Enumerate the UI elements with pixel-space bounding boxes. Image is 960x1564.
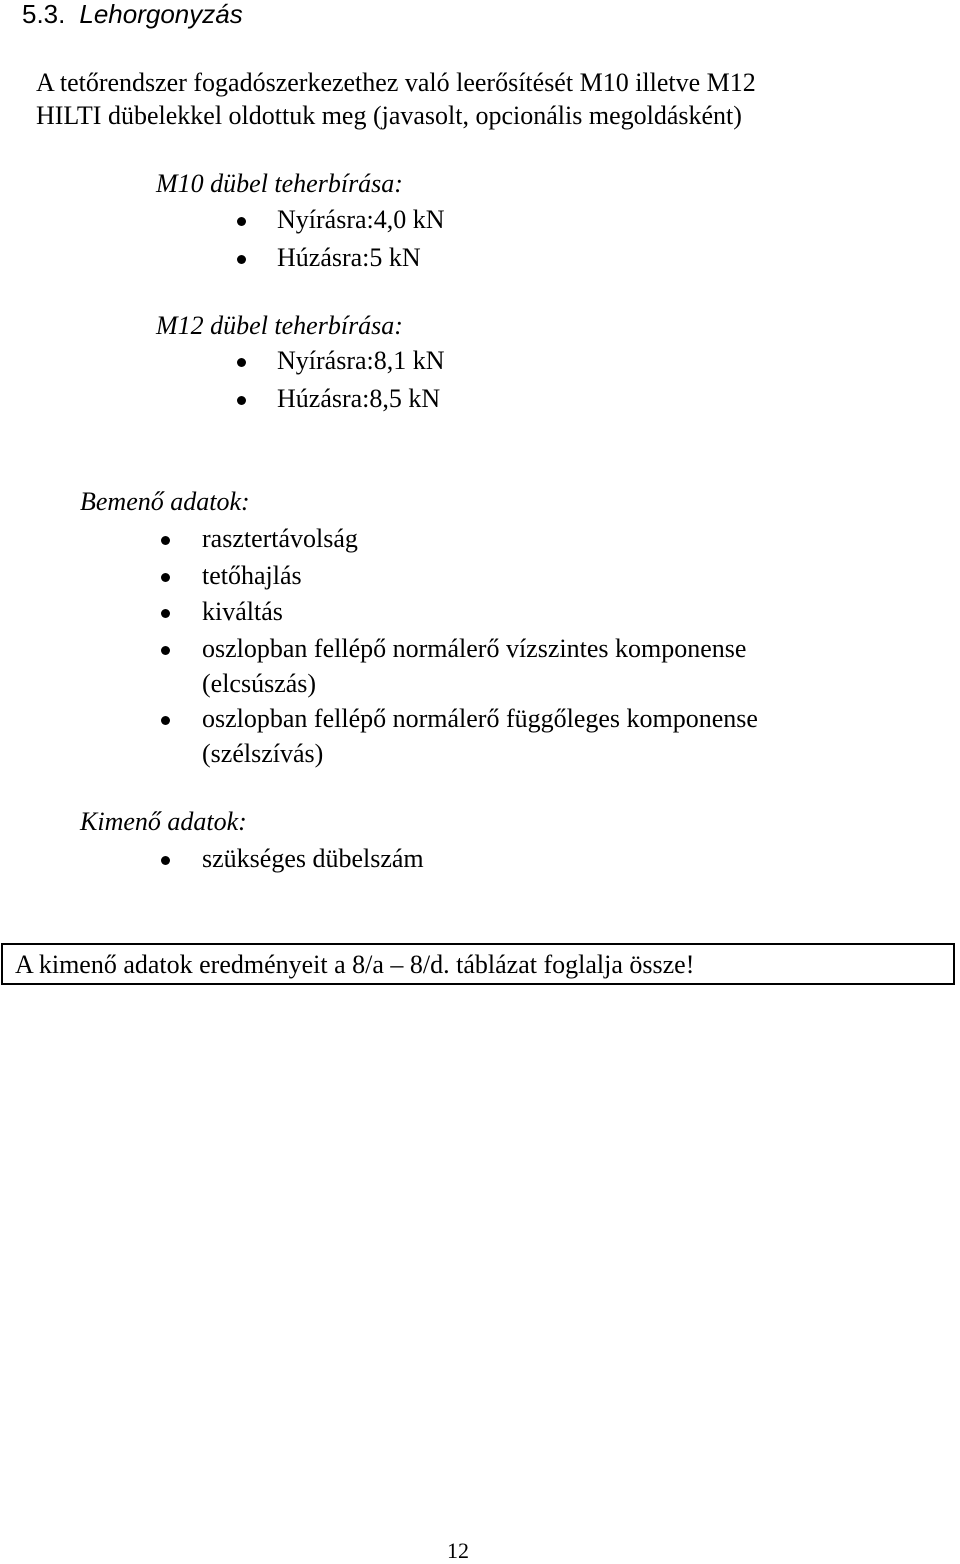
input-item-horizontal-component-note: (elcsúszás) bbox=[202, 669, 317, 698]
section-title: Lehorgonyzás bbox=[79, 0, 243, 29]
bullet-icon bbox=[237, 255, 246, 264]
m10-heading: M10 dübel teherbírása: bbox=[156, 169, 403, 198]
intro-paragraph bbox=[36, 66, 756, 132]
summary-note: A kimenő adatok eredményeit a 8/a – 8/d. táblázat foglalja össze! bbox=[15, 950, 695, 979]
m12-heading: M12 dübel teherbírása: bbox=[156, 311, 403, 340]
input-item-vertical-component-note: (szélszívás) bbox=[202, 739, 324, 768]
summary-note-box bbox=[1, 943, 955, 985]
outputs-heading: Kimenő adatok: bbox=[80, 807, 247, 836]
m10-tension: Húzásra:5 kN bbox=[277, 243, 421, 272]
bullet-icon bbox=[161, 609, 170, 618]
bullet-icon bbox=[237, 396, 246, 405]
bullet-icon bbox=[161, 646, 170, 655]
intro-line-1: A tetőrendszer fogadószerkezethez való leerősítését M10 illetve M12 bbox=[36, 68, 756, 97]
input-item-roof-pitch: tetőhajlás bbox=[202, 561, 302, 590]
output-item-anchor-count: szükséges dübelszám bbox=[202, 844, 424, 873]
section-heading bbox=[22, 0, 243, 30]
bullet-icon bbox=[161, 573, 170, 582]
bullet-icon bbox=[237, 358, 246, 367]
m12-shear: Nyírásra:8,1 kN bbox=[277, 346, 445, 375]
bullet-icon bbox=[237, 217, 246, 226]
intro-line-2: HILTI dübelekkel oldottuk meg (javasolt, opcionális megoldásként) bbox=[36, 101, 742, 130]
bullet-icon bbox=[161, 856, 170, 865]
input-item-vertical-component: oszlopban fellépő normálerő függőleges komponense bbox=[202, 704, 758, 733]
section-number: 5.3. bbox=[22, 0, 66, 29]
bullet-icon bbox=[161, 716, 170, 725]
input-item-trimmer: kiváltás bbox=[202, 597, 283, 626]
inputs-heading: Bemenő adatok: bbox=[80, 487, 250, 516]
input-item-horizontal-component: oszlopban fellépő normálerő vízszintes komponense bbox=[202, 634, 747, 663]
m12-tension: Húzásra:8,5 kN bbox=[277, 384, 441, 413]
m10-shear: Nyírásra:4,0 kN bbox=[277, 205, 445, 234]
page-number: 12 bbox=[447, 1538, 469, 1563]
bullet-icon bbox=[161, 536, 170, 545]
input-item-grid-spacing: rasztertávolság bbox=[202, 524, 358, 553]
